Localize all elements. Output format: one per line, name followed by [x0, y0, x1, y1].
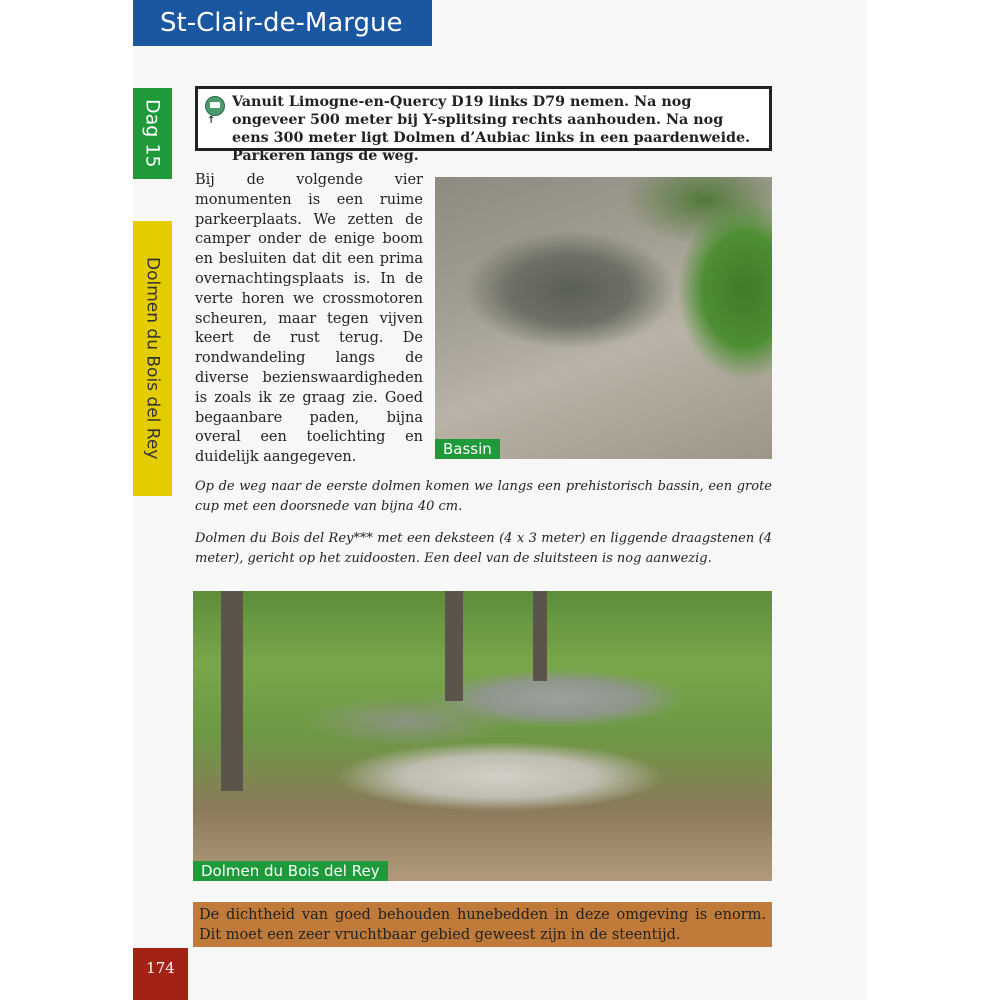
day-tab	[133, 88, 172, 179]
dolmen-photo	[193, 591, 772, 881]
dolmen-caption: Dolmen du Bois del Rey*** met een deksteen (4 x 3 meter) en liggende draagstenen (4 meter), gericht op het zuidoosten. Een deel van de sluitsteen is nog aanwezig.	[195, 531, 772, 566]
bassin-photo	[435, 177, 772, 459]
directions-box	[195, 86, 772, 164]
bassin-photo-label: Bassin	[435, 439, 500, 459]
day-tab-label: Dag 15	[141, 99, 164, 168]
section-tab	[133, 221, 172, 496]
page-header-title: St-Clair-de-Margue	[133, 0, 432, 46]
section-tab-label: Dolmen du Bois del Rey	[142, 257, 163, 460]
note-box: De dichtheid van goed behouden hunebedden in deze omgeving is enorm. Dit moet een zeer vruchtbaar gebied geweest zijn in de steentijd.	[193, 902, 772, 947]
dolmen-photo-label: Dolmen du Bois del Rey	[193, 861, 388, 881]
tree-trunk	[445, 591, 463, 701]
directions-text: Vanuit Limogne-en-Quercy D19 links D79 nemen. Na nog ongeveer 500 meter bij Y-splitsing rechts aanhouden. Na nog eens 300 meter ligt Dolmen d’Aubiac links in een paardenweide. Parkeren langs de weg.	[232, 94, 751, 164]
intro-paragraph: Bij de volgende vier monumenten is een ruime parkeerplaats. We zetten de camper onder de enige boom en besluiten dat dit een prima overnachtingsplaats is. In de verte horen we crossmotoren scheuren, maar tegen vijven keert de rust terug. De rondwandeling langs de diverse bezienswaardigheden is zoals ik ze graag zie. Goed begaanbare paden, bijna overal een toelichting en duidelijk aangegeven.	[195, 172, 423, 466]
page-number: 174	[133, 948, 188, 1000]
parking-icon	[205, 96, 225, 116]
tree-trunk	[221, 591, 243, 791]
tree-trunk	[533, 591, 547, 681]
arrow-up-icon: ↑	[207, 115, 216, 126]
bassin-caption: Op de weg naar de eerste dolmen komen we langs een prehistorisch bassin, een grote cup met een doorsnede van bijna 40 cm.	[195, 479, 772, 514]
